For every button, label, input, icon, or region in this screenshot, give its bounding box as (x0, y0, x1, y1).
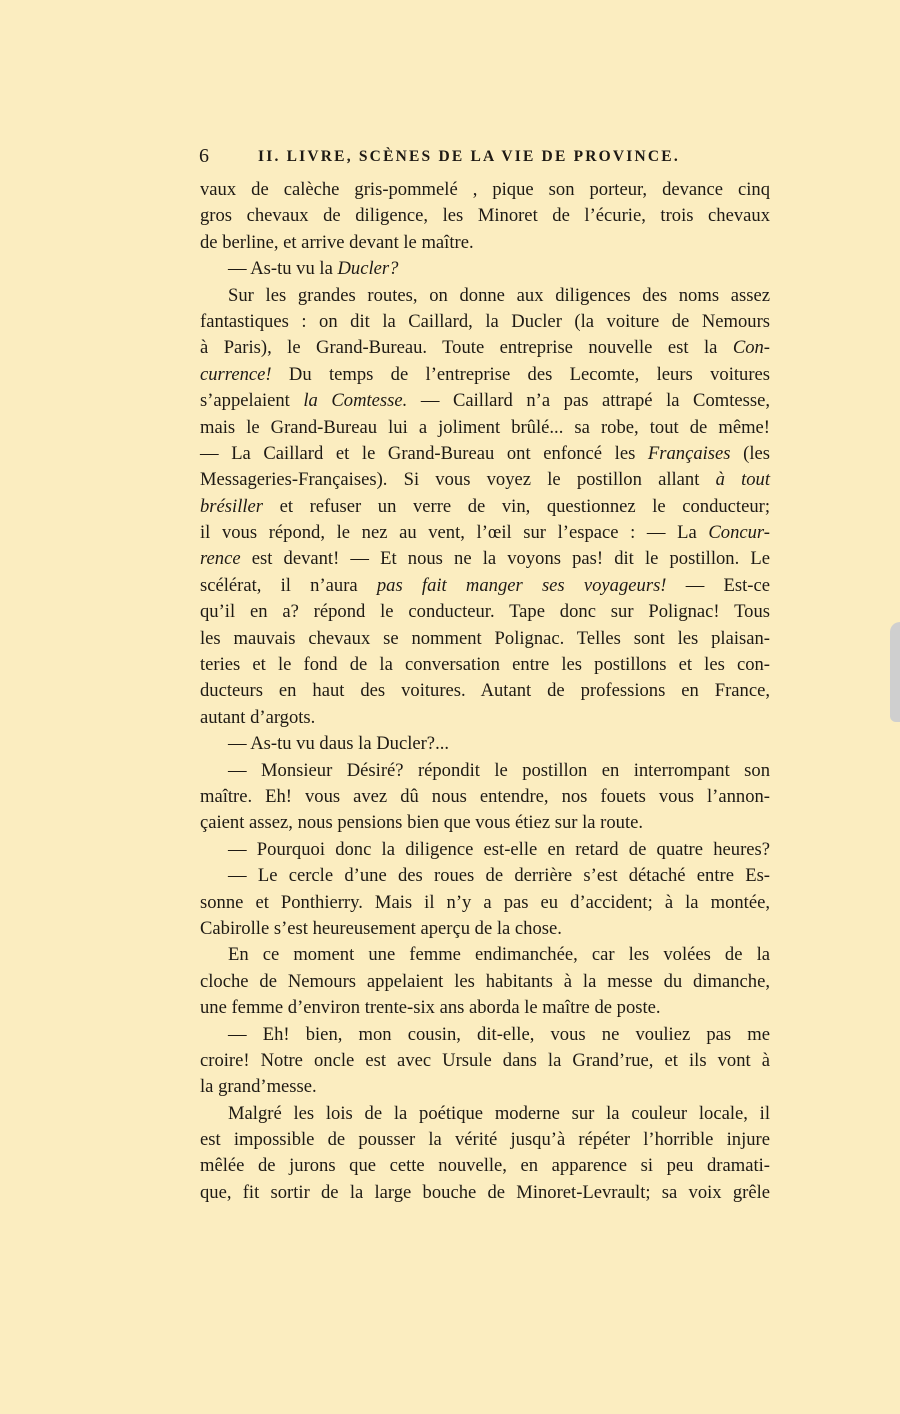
text-segment: qu’il en a? répond le conducteur. Tape donc sur Polignac! Tous (200, 601, 770, 623)
text-line (200, 573, 770, 599)
text-line (200, 1153, 770, 1179)
text-segment: — Monsieur Désiré? répondit le postillon en interrompant son (228, 759, 770, 781)
text-line (200, 810, 770, 836)
text-line (200, 283, 770, 309)
text-line (200, 546, 770, 572)
text-line (200, 731, 770, 757)
text-line (200, 335, 770, 361)
text-line (200, 995, 770, 1021)
text-segment: — Le cercle d’une des roues de derrière s’est détaché entre Es- (228, 865, 770, 887)
text-segment: de berline, et arrive devant le maître. (200, 231, 474, 253)
text-line (200, 362, 770, 388)
text-line (200, 626, 770, 652)
italic-text: currence! (200, 363, 272, 385)
text-line (200, 1022, 770, 1048)
italic-text: Ducler? (337, 258, 399, 280)
text-segment: est impossible de pousser la vérité jusqu’à répéter l’horrible injure (200, 1129, 770, 1151)
text-line (200, 599, 770, 625)
text-line (200, 837, 770, 863)
text-segment: maître. Eh! vous avez dû nous entendre, nos fouets vous l’annon- (200, 785, 770, 807)
text-line (200, 1127, 770, 1153)
text-line (200, 678, 770, 704)
text-line (200, 467, 770, 493)
text-segment: Sur les grandes routes, on donne aux diligences des noms assez (228, 284, 770, 306)
text-segment: les mauvais chevaux se nomment Polignac. Telles sont les plaisan- (200, 627, 770, 649)
text-line (200, 890, 770, 916)
text-segment: ducteurs en haut des voitures. Autant de professions en France, (200, 680, 770, 702)
text-line (200, 784, 770, 810)
text-segment: autant d’argots. (200, 706, 316, 728)
page-number: 6 (199, 145, 209, 167)
text-segment: est devant! — Et nous ne la voyons pas! dit le postillon. Le (240, 548, 770, 570)
text-line (200, 415, 770, 441)
text-segment: — Pourquoi donc la diligence est-elle en retard de quatre heures? (228, 838, 770, 860)
italic-text: Con- (732, 337, 770, 359)
text-segment: s’appelaient (200, 390, 304, 412)
italic-text: la Comtesse. (303, 390, 408, 412)
text-segment: vaux de calèche gris-pommelé , pique son porteur, devance cinq (200, 179, 770, 200)
text-line (200, 520, 770, 546)
text-segment: à Paris), le Grand-Bureau. Toute entreprise nouvelle est la (200, 337, 733, 359)
text-line (200, 652, 770, 678)
text-segment: — La Caillard et le Grand-Bureau ont enfoncé les (200, 442, 648, 464)
text-segment: — As-tu vu la (228, 258, 338, 280)
italic-text: pas fait manger ses voyageurs! (376, 574, 667, 596)
text-line (200, 942, 770, 968)
text-segment: il vous répond, le nez au vent, l’œil sur l’espace : — La (200, 522, 709, 544)
text-line (200, 388, 770, 414)
text-segment: la grand’messe. (200, 1076, 317, 1098)
text-line (200, 309, 770, 335)
text-segment: gros chevaux de diligence, les Minoret de l’écurie, trois chevaux (200, 205, 770, 227)
text-line (200, 969, 770, 995)
text-line (200, 256, 770, 282)
text-line (200, 1048, 770, 1074)
text-segment: teries et le fond de la conversation entre les postillons et les con- (200, 654, 770, 676)
text-segment: mais le Grand-Bureau lui a joliment brûlé... sa robe, tout de même! (200, 416, 770, 438)
text-line (200, 441, 770, 467)
text-segment: scélérat, il n’aura (200, 574, 377, 596)
text-segment: Malgré les lois de la poétique moderne sur la couleur locale, il (228, 1102, 770, 1124)
text-segment: (les (730, 442, 770, 464)
text-segment: çaient assez, nous pensions bien que vous étiez sur la route. (200, 812, 644, 834)
text-line (200, 1101, 770, 1127)
text-line (200, 863, 770, 889)
italic-text: rence (200, 548, 241, 570)
text-line (200, 916, 770, 942)
text-line (200, 705, 770, 731)
text-line (200, 1180, 770, 1206)
running-head: II. LIVRE, SCÈNES DE LA VIE DE PROVINCE. (258, 148, 680, 165)
text-segment: croire! Notre oncle est avec Ursule dans la Grand’rue, et ils vont à (200, 1049, 770, 1071)
text-segment: — Est-ce (666, 574, 770, 596)
text-line (200, 494, 770, 520)
text-segment: — As-tu vu daus la Ducler?... (228, 733, 450, 755)
text-line (200, 1074, 770, 1100)
text-segment: Messageries-Françaises). Si vous voyez le postillon allant (200, 469, 716, 491)
text-segment: fantastiques : on dit la Caillard, la Ducler (la voiture de Nemours (200, 310, 770, 332)
text-segment: — Eh! bien, mon cousin, dit-elle, vous ne vouliez pas me (228, 1023, 770, 1045)
page-edge-mark (890, 622, 900, 722)
text-segment: Cabirolle s’est heureusement aperçu de la chose. (200, 917, 562, 939)
text-line (200, 230, 770, 256)
text-segment: mêlée de jurons que cette nouvelle, en apparence si peu dramati- (200, 1155, 770, 1177)
text-line (200, 758, 770, 784)
text-line (200, 203, 770, 229)
text-segment: sonne et Ponthierry. Mais il n’y a pas eu d’accident; à la montée, (200, 891, 770, 913)
text-segment: une femme d’environ trente-six ans aborda le maître de poste. (200, 997, 661, 1019)
text-segment: que, fit sortir de la large bouche de Minoret-Levrault; sa voix grêle (200, 1181, 770, 1203)
text-line (200, 177, 770, 203)
italic-text: Françaises (647, 442, 731, 464)
italic-text: à tout (715, 469, 771, 491)
body-text (200, 177, 770, 1206)
text-segment: Du temps de l’entreprise des Lecomte, leurs voitures (271, 363, 770, 385)
text-segment: En ce moment une femme endimanchée, car les volées de la (228, 944, 770, 966)
text-segment: et refuser un verre de vin, questionnez le conducteur; (263, 495, 770, 517)
italic-text: brésiller (200, 495, 264, 517)
italic-text: Concur- (708, 522, 770, 544)
text-segment: cloche de Nemours appelaient les habitants à la messe du dimanche, (200, 970, 770, 992)
text-segment: — Caillard n’a pas attrapé la Comtesse, (407, 390, 770, 412)
